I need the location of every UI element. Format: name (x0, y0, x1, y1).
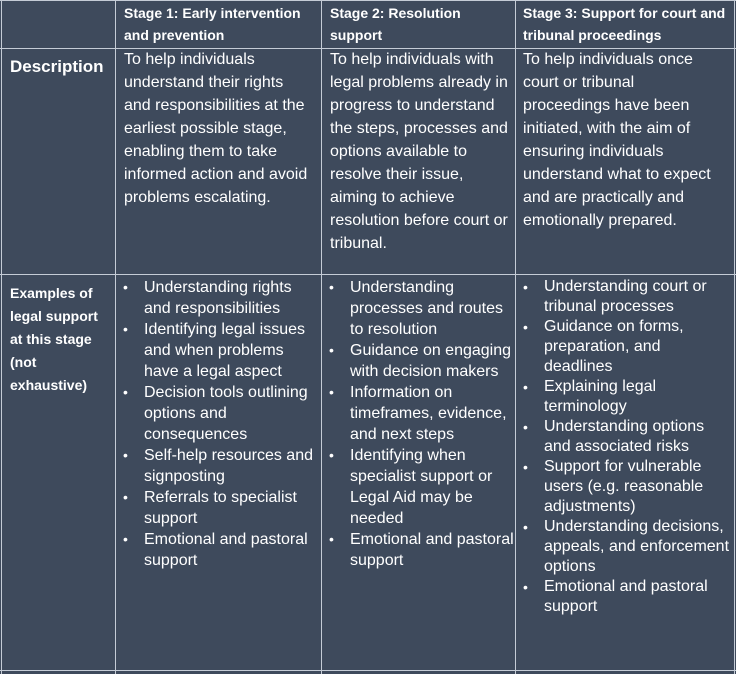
example-item: • Guidance on engaging with decision makers (322, 340, 514, 382)
examples-stage-2 (322, 277, 514, 571)
example-item: • Understanding rights and responsibilities (116, 277, 320, 319)
example-item: • Decision tools outlining options and consequences (116, 382, 320, 445)
examples-stage-3 (516, 277, 732, 617)
header-stage-3: Stage 3: Support for court and tribunal proceedings (523, 5, 726, 43)
description-stage-1: To help individuals understand their rights and responsibilities at the earliest possible stage, enabling them to take informed action and avoid problems escalating. (124, 51, 308, 206)
row-divider (0, 274, 736, 275)
bottom-border (0, 670, 736, 671)
example-item: • Referrals to specialist support (116, 487, 320, 529)
example-item: • Explaining legal terminology (516, 377, 732, 417)
description-stage-3: To help individuals once court or tribunal proceedings have been initiated, with the aim of ensuring individuals understand what to expect and are practically and emotionally prepared. (523, 51, 711, 229)
examples-list-stage-2 (322, 277, 514, 571)
examples-stage-1 (116, 277, 320, 571)
example-item: • Understanding processes and routes to resolution (322, 277, 514, 340)
top-border (0, 0, 736, 1)
example-item: • Information on timeframes, evidence, and next steps (322, 382, 514, 445)
right-border (734, 0, 735, 674)
row-label-examples: Examples of legal support at this stage (not exhaustive) (10, 285, 98, 393)
example-item: • Self-help resources and signposting (116, 445, 320, 487)
example-item: • Understanding decisions, appeals, and enforcement options (516, 517, 732, 577)
example-item: • Identifying legal issues and when problems have a legal aspect (116, 319, 320, 382)
example-item: • Understanding options and associated risks (516, 417, 732, 457)
header-stage-1: Stage 1: Early intervention and prevention (124, 5, 301, 43)
examples-list-stage-1 (116, 277, 320, 571)
description-stage-2: To help individuals with legal problems already in progress to understand the steps, processes and options available to resolve their issue, aiming to achieve resolution before court or tribunal. (330, 51, 508, 252)
example-item: • Identifying when specialist support or Legal Aid may be needed (322, 445, 514, 529)
row-label-description: Description (10, 57, 104, 76)
left-border (1, 0, 2, 674)
examples-list-stage-3 (516, 277, 732, 617)
header-stage-2: Stage 2: Resolution support (330, 5, 461, 43)
example-item: • Understanding court or tribunal processes (516, 277, 732, 317)
example-item: • Emotional and pastoral support (516, 577, 732, 617)
example-item: • Guidance on forms, preparation, and deadlines (516, 317, 732, 377)
example-item: • Emotional and pastoral support (116, 529, 320, 571)
example-item: • Emotional and pastoral support (322, 529, 514, 571)
example-item: • Support for vulnerable users (e.g. reasonable adjustments) (516, 457, 732, 517)
